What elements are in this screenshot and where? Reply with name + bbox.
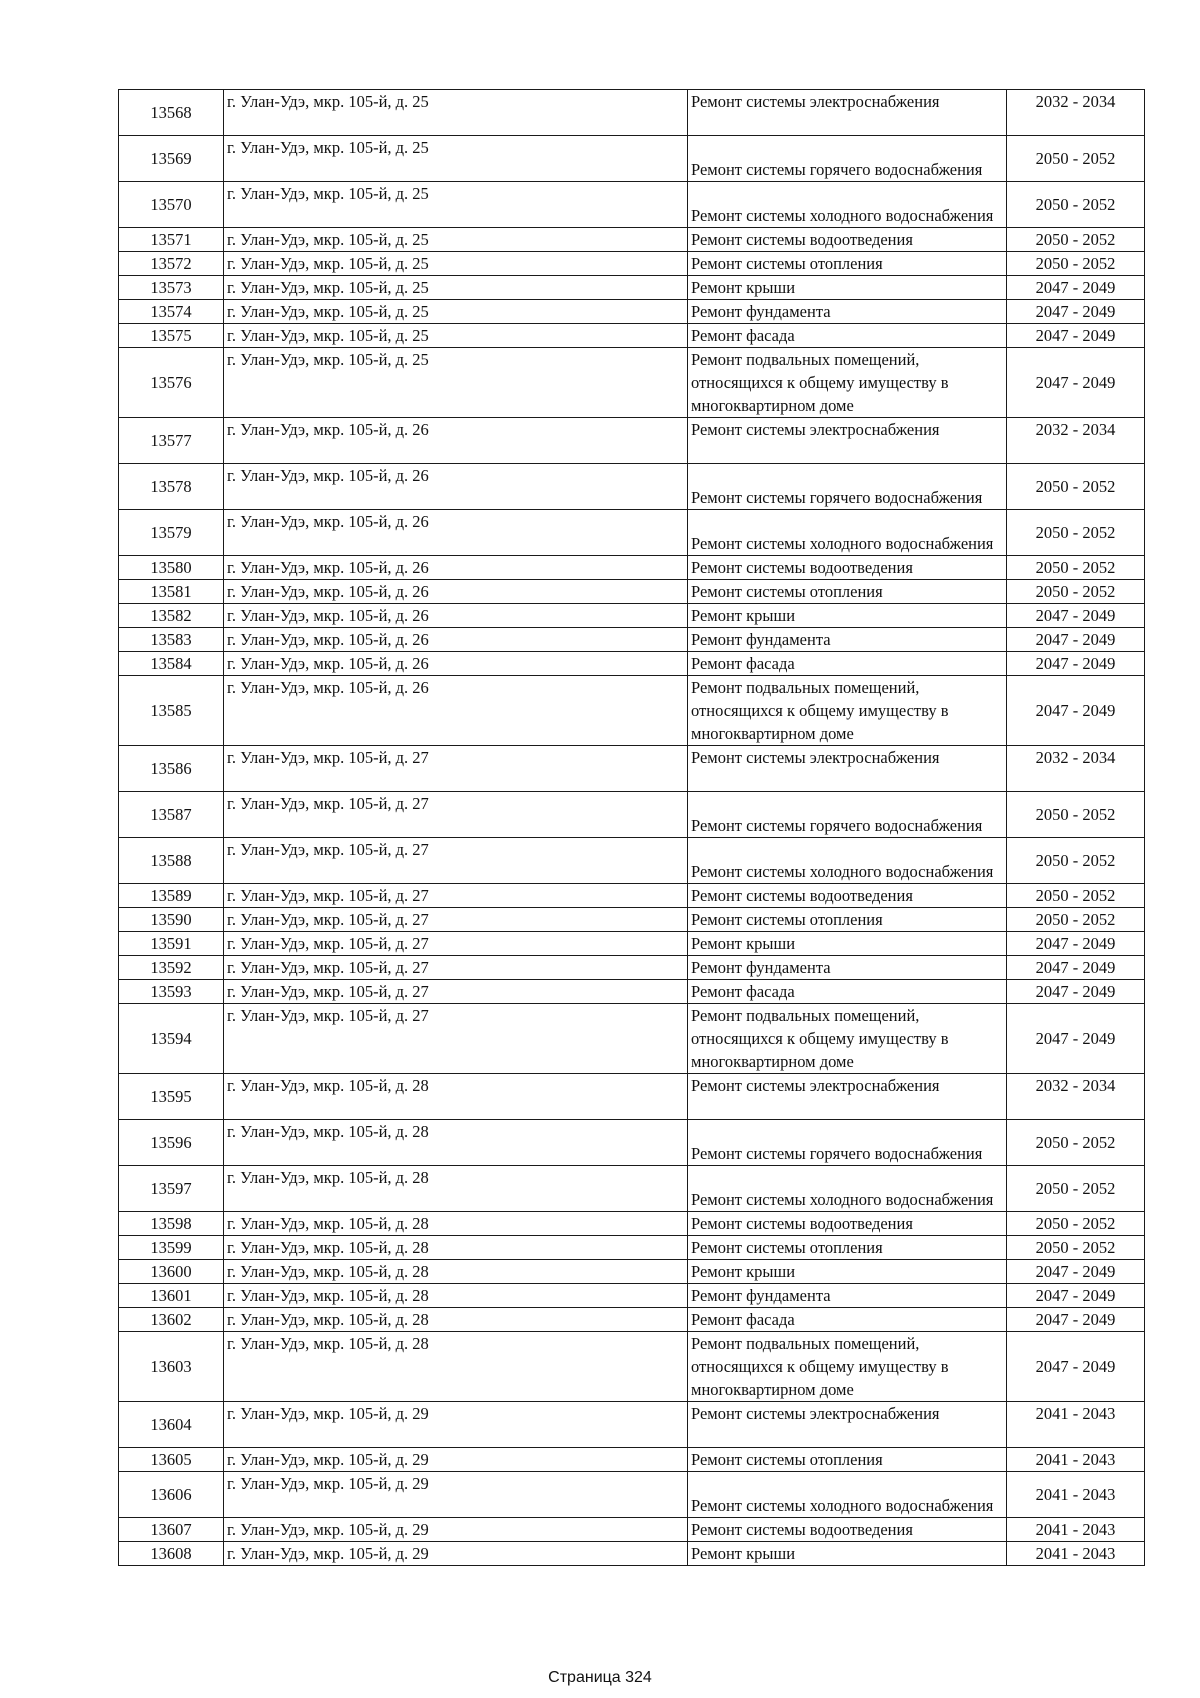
address-cell: г. Улан-Удэ, мкр. 105-й, д. 26 (224, 628, 688, 652)
row-number-cell: 13589 (119, 884, 224, 908)
row-number-cell: 13595 (119, 1074, 224, 1120)
address-cell: г. Улан-Удэ, мкр. 105-й, д. 25 (224, 300, 688, 324)
table-row (119, 908, 1145, 932)
work-type-cell: Ремонт подвальных помещений, относящихся к общему имуществу в многоквартирном доме (688, 1332, 1007, 1402)
period-cell: 2047 - 2049 (1007, 1260, 1145, 1284)
table-row (119, 136, 1145, 182)
address-cell: г. Улан-Удэ, мкр. 105-й, д. 27 (224, 746, 688, 792)
work-type-cell: Ремонт фасада (688, 324, 1007, 348)
table-row (119, 228, 1145, 252)
row-number-cell: 13584 (119, 652, 224, 676)
work-type-cell: Ремонт системы холодного водоснабжения (688, 182, 1007, 228)
period-cell: 2047 - 2049 (1007, 956, 1145, 980)
page-number: Страница 324 (548, 1669, 652, 1686)
row-number-cell: 13572 (119, 252, 224, 276)
row-number-cell: 13593 (119, 980, 224, 1004)
work-type-cell: Ремонт фасада (688, 652, 1007, 676)
row-number-cell: 13575 (119, 324, 224, 348)
row-number-cell: 13574 (119, 300, 224, 324)
period-cell: 2041 - 2043 (1007, 1472, 1145, 1518)
address-cell: г. Улан-Удэ, мкр. 105-й, д. 26 (224, 464, 688, 510)
work-type-cell: Ремонт крыши (688, 604, 1007, 628)
address-cell: г. Улан-Удэ, мкр. 105-й, д. 29 (224, 1472, 688, 1518)
work-type-cell: Ремонт фундамента (688, 300, 1007, 324)
row-number-cell: 13579 (119, 510, 224, 556)
work-type-cell: Ремонт системы электроснабжения (688, 746, 1007, 792)
row-number-cell: 13571 (119, 228, 224, 252)
work-type-cell: Ремонт системы отопления (688, 252, 1007, 276)
work-type-cell: Ремонт системы электроснабжения (688, 1074, 1007, 1120)
period-cell: 2032 - 2034 (1007, 90, 1145, 136)
address-cell: г. Улан-Удэ, мкр. 105-й, д. 28 (224, 1212, 688, 1236)
period-cell: 2050 - 2052 (1007, 510, 1145, 556)
address-cell: г. Улан-Удэ, мкр. 105-й, д. 27 (224, 792, 688, 838)
work-type-cell: Ремонт системы отопления (688, 580, 1007, 604)
table-row (119, 838, 1145, 884)
address-cell: г. Улан-Удэ, мкр. 105-й, д. 27 (224, 932, 688, 956)
work-type-cell: Ремонт фундамента (688, 1284, 1007, 1308)
row-number-cell: 13591 (119, 932, 224, 956)
table-row (119, 792, 1145, 838)
address-cell: г. Улан-Удэ, мкр. 105-й, д. 28 (224, 1308, 688, 1332)
table-row (119, 1074, 1145, 1120)
table-row (119, 980, 1145, 1004)
repair-schedule-table (118, 89, 1145, 1566)
work-type-cell: Ремонт системы холодного водоснабжения (688, 1166, 1007, 1212)
period-cell: 2047 - 2049 (1007, 676, 1145, 746)
work-type-cell: Ремонт подвальных помещений, относящихся к общему имуществу в многоквартирном доме (688, 676, 1007, 746)
period-cell: 2047 - 2049 (1007, 932, 1145, 956)
period-cell: 2050 - 2052 (1007, 1212, 1145, 1236)
period-cell: 2050 - 2052 (1007, 464, 1145, 510)
table-row (119, 652, 1145, 676)
table-row (119, 418, 1145, 464)
address-cell: г. Улан-Удэ, мкр. 105-й, д. 27 (224, 956, 688, 980)
period-cell: 2047 - 2049 (1007, 652, 1145, 676)
work-type-cell: Ремонт системы отопления (688, 1236, 1007, 1260)
table-row (119, 1518, 1145, 1542)
table-row (119, 90, 1145, 136)
address-cell: г. Улан-Удэ, мкр. 105-й, д. 25 (224, 182, 688, 228)
address-cell: г. Улан-Удэ, мкр. 105-й, д. 26 (224, 510, 688, 556)
work-type-cell: Ремонт системы холодного водоснабжения (688, 510, 1007, 556)
work-type-cell: Ремонт системы электроснабжения (688, 1402, 1007, 1448)
address-cell: г. Улан-Удэ, мкр. 105-й, д. 25 (224, 136, 688, 182)
table-row (119, 1120, 1145, 1166)
table-row (119, 348, 1145, 418)
work-type-cell: Ремонт системы отопления (688, 908, 1007, 932)
address-cell: г. Улан-Удэ, мкр. 105-й, д. 29 (224, 1542, 688, 1566)
row-number-cell: 13605 (119, 1448, 224, 1472)
table-row (119, 1212, 1145, 1236)
period-cell: 2032 - 2034 (1007, 746, 1145, 792)
address-cell: г. Улан-Удэ, мкр. 105-й, д. 26 (224, 604, 688, 628)
period-cell: 2041 - 2043 (1007, 1518, 1145, 1542)
work-type-cell: Ремонт системы водоотведения (688, 884, 1007, 908)
address-cell: г. Улан-Удэ, мкр. 105-й, д. 25 (224, 324, 688, 348)
address-cell: г. Улан-Удэ, мкр. 105-й, д. 28 (224, 1332, 688, 1402)
work-type-cell: Ремонт системы горячего водоснабжения (688, 792, 1007, 838)
table-row (119, 1236, 1145, 1260)
row-number-cell: 13582 (119, 604, 224, 628)
table-row (119, 252, 1145, 276)
row-number-cell: 13583 (119, 628, 224, 652)
address-cell: г. Улан-Удэ, мкр. 105-й, д. 29 (224, 1448, 688, 1472)
table-body (119, 90, 1145, 1566)
table-row (119, 510, 1145, 556)
work-type-cell: Ремонт системы водоотведения (688, 1518, 1007, 1542)
work-type-cell: Ремонт системы электроснабжения (688, 90, 1007, 136)
work-type-cell: Ремонт системы водоотведения (688, 1212, 1007, 1236)
period-cell: 2047 - 2049 (1007, 628, 1145, 652)
table-row (119, 276, 1145, 300)
table-row (119, 628, 1145, 652)
address-cell: г. Улан-Удэ, мкр. 105-й, д. 25 (224, 228, 688, 252)
row-number-cell: 13573 (119, 276, 224, 300)
table-row (119, 746, 1145, 792)
address-cell: г. Улан-Удэ, мкр. 105-й, д. 29 (224, 1402, 688, 1448)
address-cell: г. Улан-Удэ, мкр. 105-й, д. 26 (224, 676, 688, 746)
period-cell: 2041 - 2043 (1007, 1542, 1145, 1566)
table-row (119, 1308, 1145, 1332)
table-row (119, 884, 1145, 908)
work-type-cell: Ремонт системы горячего водоснабжения (688, 1120, 1007, 1166)
row-number-cell: 13578 (119, 464, 224, 510)
address-cell: г. Улан-Удэ, мкр. 105-й, д. 28 (224, 1260, 688, 1284)
work-type-cell: Ремонт системы водоотведения (688, 228, 1007, 252)
address-cell: г. Улан-Удэ, мкр. 105-й, д. 27 (224, 908, 688, 932)
row-number-cell: 13576 (119, 348, 224, 418)
row-number-cell: 13590 (119, 908, 224, 932)
table-row (119, 580, 1145, 604)
period-cell: 2050 - 2052 (1007, 136, 1145, 182)
table-row (119, 1472, 1145, 1518)
work-type-cell: Ремонт крыши (688, 276, 1007, 300)
period-cell: 2050 - 2052 (1007, 182, 1145, 228)
work-type-cell: Ремонт системы электроснабжения (688, 418, 1007, 464)
period-cell: 2050 - 2052 (1007, 556, 1145, 580)
row-number-cell: 13569 (119, 136, 224, 182)
period-cell: 2050 - 2052 (1007, 1166, 1145, 1212)
row-number-cell: 13608 (119, 1542, 224, 1566)
row-number-cell: 13587 (119, 792, 224, 838)
table-row (119, 324, 1145, 348)
address-cell: г. Улан-Удэ, мкр. 105-й, д. 28 (224, 1236, 688, 1260)
row-number-cell: 13597 (119, 1166, 224, 1212)
table-row (119, 300, 1145, 324)
period-cell: 2047 - 2049 (1007, 980, 1145, 1004)
work-type-cell: Ремонт фасада (688, 1308, 1007, 1332)
period-cell: 2050 - 2052 (1007, 252, 1145, 276)
period-cell: 2050 - 2052 (1007, 1120, 1145, 1166)
row-number-cell: 13596 (119, 1120, 224, 1166)
row-number-cell: 13606 (119, 1472, 224, 1518)
table-row (119, 1284, 1145, 1308)
work-type-cell: Ремонт крыши (688, 1542, 1007, 1566)
period-cell: 2050 - 2052 (1007, 884, 1145, 908)
period-cell: 2047 - 2049 (1007, 604, 1145, 628)
period-cell: 2050 - 2052 (1007, 838, 1145, 884)
work-type-cell: Ремонт фундамента (688, 628, 1007, 652)
table-row (119, 604, 1145, 628)
address-cell: г. Улан-Удэ, мкр. 105-й, д. 26 (224, 580, 688, 604)
table-row (119, 1004, 1145, 1074)
address-cell: г. Улан-Удэ, мкр. 105-й, д. 29 (224, 1518, 688, 1542)
period-cell: 2047 - 2049 (1007, 1004, 1145, 1074)
period-cell: 2032 - 2034 (1007, 1074, 1145, 1120)
row-number-cell: 13577 (119, 418, 224, 464)
row-number-cell: 13581 (119, 580, 224, 604)
period-cell: 2050 - 2052 (1007, 908, 1145, 932)
table-row (119, 1448, 1145, 1472)
address-cell: г. Улан-Удэ, мкр. 105-й, д. 27 (224, 884, 688, 908)
table-row (119, 1332, 1145, 1402)
address-cell: г. Улан-Удэ, мкр. 105-й, д. 28 (224, 1284, 688, 1308)
row-number-cell: 13585 (119, 676, 224, 746)
address-cell: г. Улан-Удэ, мкр. 105-й, д. 27 (224, 1004, 688, 1074)
table-row (119, 556, 1145, 580)
period-cell: 2041 - 2043 (1007, 1448, 1145, 1472)
address-cell: г. Улан-Удэ, мкр. 105-й, д. 28 (224, 1166, 688, 1212)
work-type-cell: Ремонт подвальных помещений, относящихся к общему имуществу в многоквартирном доме (688, 348, 1007, 418)
table-row (119, 932, 1145, 956)
table-row (119, 1542, 1145, 1566)
address-cell: г. Улан-Удэ, мкр. 105-й, д. 25 (224, 276, 688, 300)
row-number-cell: 13600 (119, 1260, 224, 1284)
table-row (119, 676, 1145, 746)
period-cell: 2050 - 2052 (1007, 1236, 1145, 1260)
period-cell: 2047 - 2049 (1007, 348, 1145, 418)
work-type-cell: Ремонт системы горячего водоснабжения (688, 136, 1007, 182)
work-type-cell: Ремонт подвальных помещений, относящихся к общему имуществу в многоквартирном доме (688, 1004, 1007, 1074)
address-cell: г. Улан-Удэ, мкр. 105-й, д. 25 (224, 348, 688, 418)
row-number-cell: 13580 (119, 556, 224, 580)
address-cell: г. Улан-Удэ, мкр. 105-й, д. 28 (224, 1074, 688, 1120)
work-type-cell: Ремонт системы отопления (688, 1448, 1007, 1472)
period-cell: 2047 - 2049 (1007, 1284, 1145, 1308)
row-number-cell: 13604 (119, 1402, 224, 1448)
work-type-cell: Ремонт фундамента (688, 956, 1007, 980)
row-number-cell: 13598 (119, 1212, 224, 1236)
address-cell: г. Улан-Удэ, мкр. 105-й, д. 25 (224, 252, 688, 276)
table-row (119, 956, 1145, 980)
address-cell: г. Улан-Удэ, мкр. 105-й, д. 27 (224, 838, 688, 884)
row-number-cell: 13592 (119, 956, 224, 980)
period-cell: 2050 - 2052 (1007, 228, 1145, 252)
address-cell: г. Улан-Удэ, мкр. 105-й, д. 26 (224, 418, 688, 464)
address-cell: г. Улан-Удэ, мкр. 105-й, д. 28 (224, 1120, 688, 1166)
row-number-cell: 13568 (119, 90, 224, 136)
period-cell: 2032 - 2034 (1007, 418, 1145, 464)
row-number-cell: 13599 (119, 1236, 224, 1260)
address-cell: г. Улан-Удэ, мкр. 105-й, д. 25 (224, 90, 688, 136)
work-type-cell: Ремонт фасада (688, 980, 1007, 1004)
row-number-cell: 13602 (119, 1308, 224, 1332)
period-cell: 2047 - 2049 (1007, 324, 1145, 348)
address-cell: г. Улан-Удэ, мкр. 105-й, д. 26 (224, 556, 688, 580)
address-cell: г. Улан-Удэ, мкр. 105-й, д. 27 (224, 980, 688, 1004)
table-row (119, 464, 1145, 510)
period-cell: 2050 - 2052 (1007, 580, 1145, 604)
period-cell: 2047 - 2049 (1007, 1332, 1145, 1402)
work-type-cell: Ремонт системы водоотведения (688, 556, 1007, 580)
row-number-cell: 13607 (119, 1518, 224, 1542)
period-cell: 2050 - 2052 (1007, 792, 1145, 838)
period-cell: 2047 - 2049 (1007, 276, 1145, 300)
table-row (119, 1402, 1145, 1448)
address-cell: г. Улан-Удэ, мкр. 105-й, д. 26 (224, 652, 688, 676)
row-number-cell: 13586 (119, 746, 224, 792)
period-cell: 2041 - 2043 (1007, 1402, 1145, 1448)
work-type-cell: Ремонт крыши (688, 1260, 1007, 1284)
row-number-cell: 13594 (119, 1004, 224, 1074)
row-number-cell: 13603 (119, 1332, 224, 1402)
work-type-cell: Ремонт системы горячего водоснабжения (688, 464, 1007, 510)
row-number-cell: 13570 (119, 182, 224, 228)
work-type-cell: Ремонт системы холодного водоснабжения (688, 1472, 1007, 1518)
table-row (119, 1260, 1145, 1284)
period-cell: 2047 - 2049 (1007, 1308, 1145, 1332)
table-row (119, 182, 1145, 228)
work-type-cell: Ремонт системы холодного водоснабжения (688, 838, 1007, 884)
work-type-cell: Ремонт крыши (688, 932, 1007, 956)
table-row (119, 1166, 1145, 1212)
period-cell: 2047 - 2049 (1007, 300, 1145, 324)
row-number-cell: 13588 (119, 838, 224, 884)
row-number-cell: 13601 (119, 1284, 224, 1308)
